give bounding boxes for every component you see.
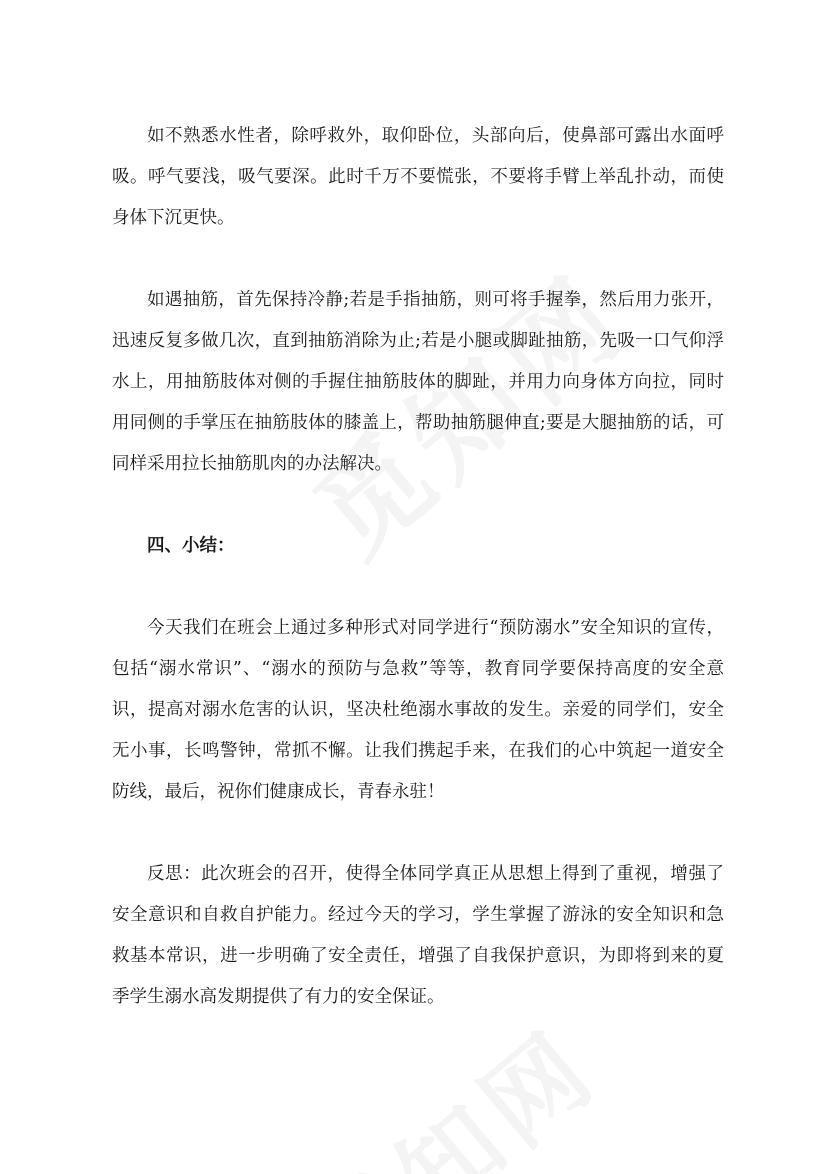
paragraph-summary: 今天我们在班会上通过多种形式对同学进行“预防溺水”安全知识的宣传，包括“溺水常识”、“溺水的预防与急救”等等，教育同学要保持高度的安全意识，提高对溺水危害的认识，坚决杜绝溺水事故的发生。亲爱的同学们，安全无小事，长鸣警钟，常抓不懈。让我们携起手来，在我们的心中筑起一道安全防线，最后，祝你们健康成长，青春永驻！ [112, 618, 724, 802]
section-heading-summary: 四、小结： [147, 536, 235, 556]
paragraph-cramp-advice: 如遇抽筋，首先保持冷静;若是手指抽筋，则可将手握拳，然后用力张开，迅速反复多做几次，直到抽筋消除为止;若是小腿或脚趾抽筋，先吸一口气仰浮水上，用抽筋肢体对侧的手握住抽筋肢体的脚趾，并用力向身体方向拉，同时用同侧的手掌压在抽筋肢体的膝盖上，帮助抽筋腿伸直;要是大腿抽筋的话，可同样采用拉长抽筋肌肉的办法解决。 [112, 290, 724, 474]
paragraph-floating-advice: 如不熟悉水性者，除呼救外，取仰卧位，头部向后，使鼻部可露出水面呼吸。呼气要浅，吸气要深。此时千万不要慌张，不要将手臂上举乱扑动，而使身体下沉更快。 [112, 126, 724, 228]
paragraph-reflection: 反思：此次班会的召开，使得全体同学真正从思想上得到了重视，增强了安全意识和自救自护能力。经过今天的学习，学生掌握了游泳的安全知识和急救基本常识，进一步明确了安全责任，增强了自我保护意识，为即将到来的夏季学生溺水高发期提供了有力的安全保证。 [112, 864, 724, 1007]
document-body [112, 116, 724, 1059]
